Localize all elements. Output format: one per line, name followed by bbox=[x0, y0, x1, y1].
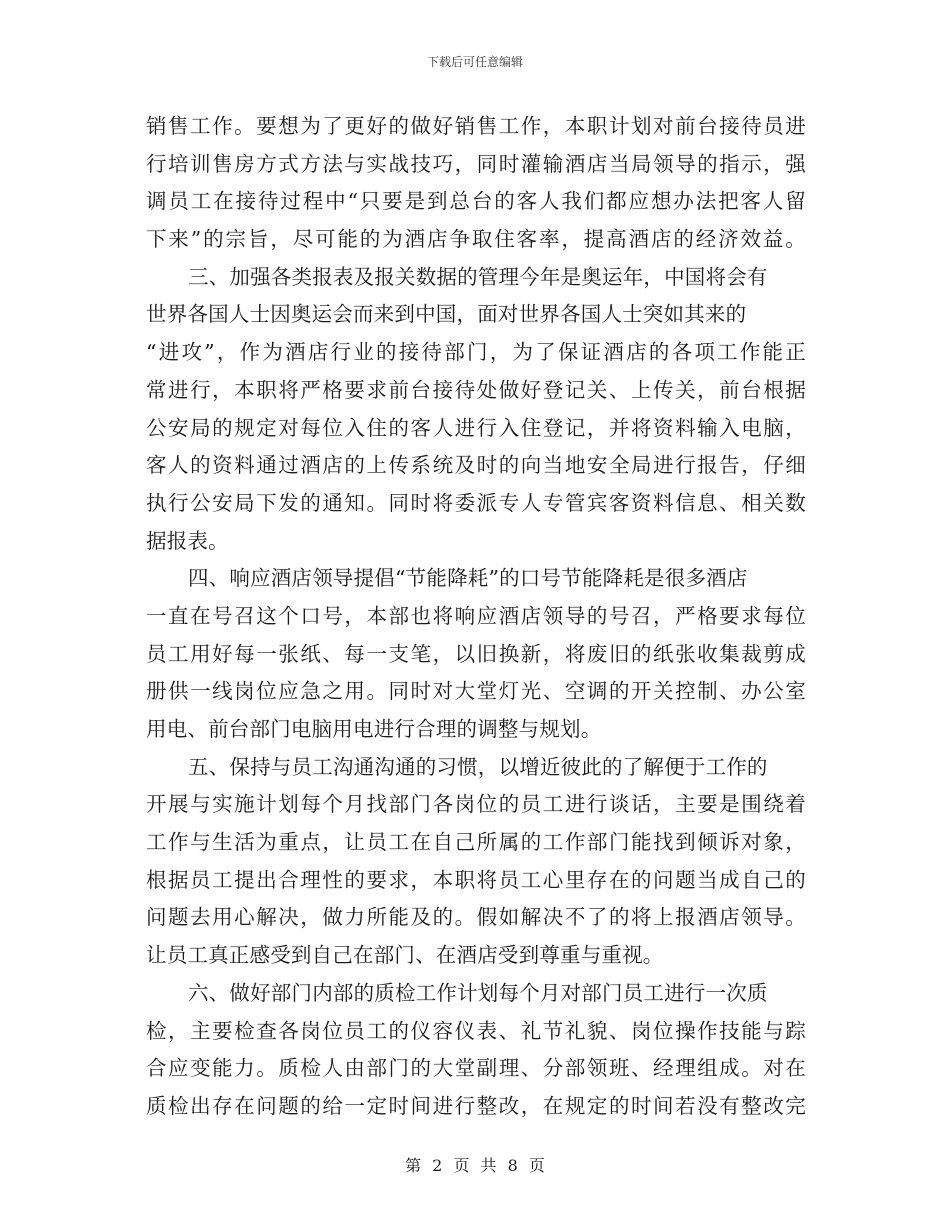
text-line: 质检出存在问题的给一定时间进行整改，在规定的时间若没有整改完 bbox=[146, 1093, 806, 1118]
text-line: 用电、前台部门电脑用电进行合理的调整与规划。 bbox=[146, 717, 602, 741]
text-line: 销售工作。要想为了更好的做好销售工作，本职计划对前台接待员进 bbox=[146, 114, 806, 138]
section-heading-line: 四、响应酒店领导提倡“节能降耗”的口号节能降耗是很多酒店 bbox=[188, 566, 748, 591]
text-line: 让员工真正感受到自己在部门、在酒店受到尊重与重视。 bbox=[146, 943, 664, 968]
text-line: 问题去用心解决，做力所能及的。假如解决不了的将上报酒店领导。 bbox=[146, 905, 806, 930]
page-header: 下载后可任意编辑 bbox=[426, 55, 523, 69]
text-line: 一直在号召这个口号，本部也将响应酒店领导的号召，严格要求每位 bbox=[146, 603, 806, 628]
text-line: 据报表。 bbox=[146, 528, 229, 553]
section-heading-line: 五、保持与员工沟通沟通的习惯，以增近彼此的了解便于工作的 bbox=[188, 754, 768, 779]
text-line: 下来”的宗旨，尽可能的为酒店争取住客率，提高酒店的经济效益。 bbox=[146, 227, 806, 252]
text-line: 行培训售房方式方法与实战技巧，同时灌输酒店当局领导的指示，强 bbox=[146, 151, 806, 176]
text-line: 开展与实施计划每个月找部门各岗位的员工进行谈话，主要是围绕着 bbox=[146, 792, 806, 817]
text-line: “进攻”，作为酒店行业的接待部门，为了保证酒店的各项工作能正 bbox=[146, 340, 806, 365]
section-heading-line: 三、加强各类报表及报关数据的管理今年是奥运年，中国将会有 bbox=[188, 264, 768, 289]
text-line: 公安局的规定对每位入住的客人进行入住登记，并将资料输入电脑， bbox=[146, 415, 806, 440]
text-line: 根据员工提出合理性的要求，本职将员工心里存在的问题当成自己的 bbox=[146, 867, 806, 892]
text-line: 工作与生活为重点，让员工在自己所属的工作部门能找到倾诉对象， bbox=[146, 830, 806, 855]
text-line: 检，主要检查各岗位员工的仪容仪表、礼节礼貌、岗位操作技能与踪 bbox=[146, 1018, 806, 1043]
text-line: 册供一线岗位应急之用。同时对大堂灯光、空调的开关控制、办公室 bbox=[146, 679, 806, 704]
text-line: 调员工在接待过程中“只要是到总台的客人我们都应想办法把客人留 bbox=[146, 189, 806, 214]
text-line: 世界各国人士因奥运会而来到中国，面对世界各国人士突如其来的 bbox=[146, 302, 747, 327]
text-line: 合应变能力。质检人由部门的大堂副理、分部领班、经理组成。对在 bbox=[146, 1056, 806, 1081]
text-line: 员工用好每一张纸、每一支笔，以旧换新，将废旧的纸张收集裁剪成 bbox=[146, 641, 806, 666]
document-body bbox=[146, 108, 806, 1126]
text-line: 执行公安局下发的通知。同时将委派专人专管宾客资料信息、相关数 bbox=[146, 490, 806, 515]
section-heading-line: 六、做好部门内部的质检工作计划每个月对部门员工进行一次质 bbox=[188, 980, 768, 1005]
text-line: 常进行，本职将严格要求前台接待处做好登记关、上传关，前台根据 bbox=[146, 377, 806, 402]
text-line: 客人的资料通过酒店的上传系统及时的向当地安全局进行报告，仔细 bbox=[146, 453, 806, 478]
page-footer: 第 2 页 共 8 页 bbox=[405, 1156, 545, 1175]
